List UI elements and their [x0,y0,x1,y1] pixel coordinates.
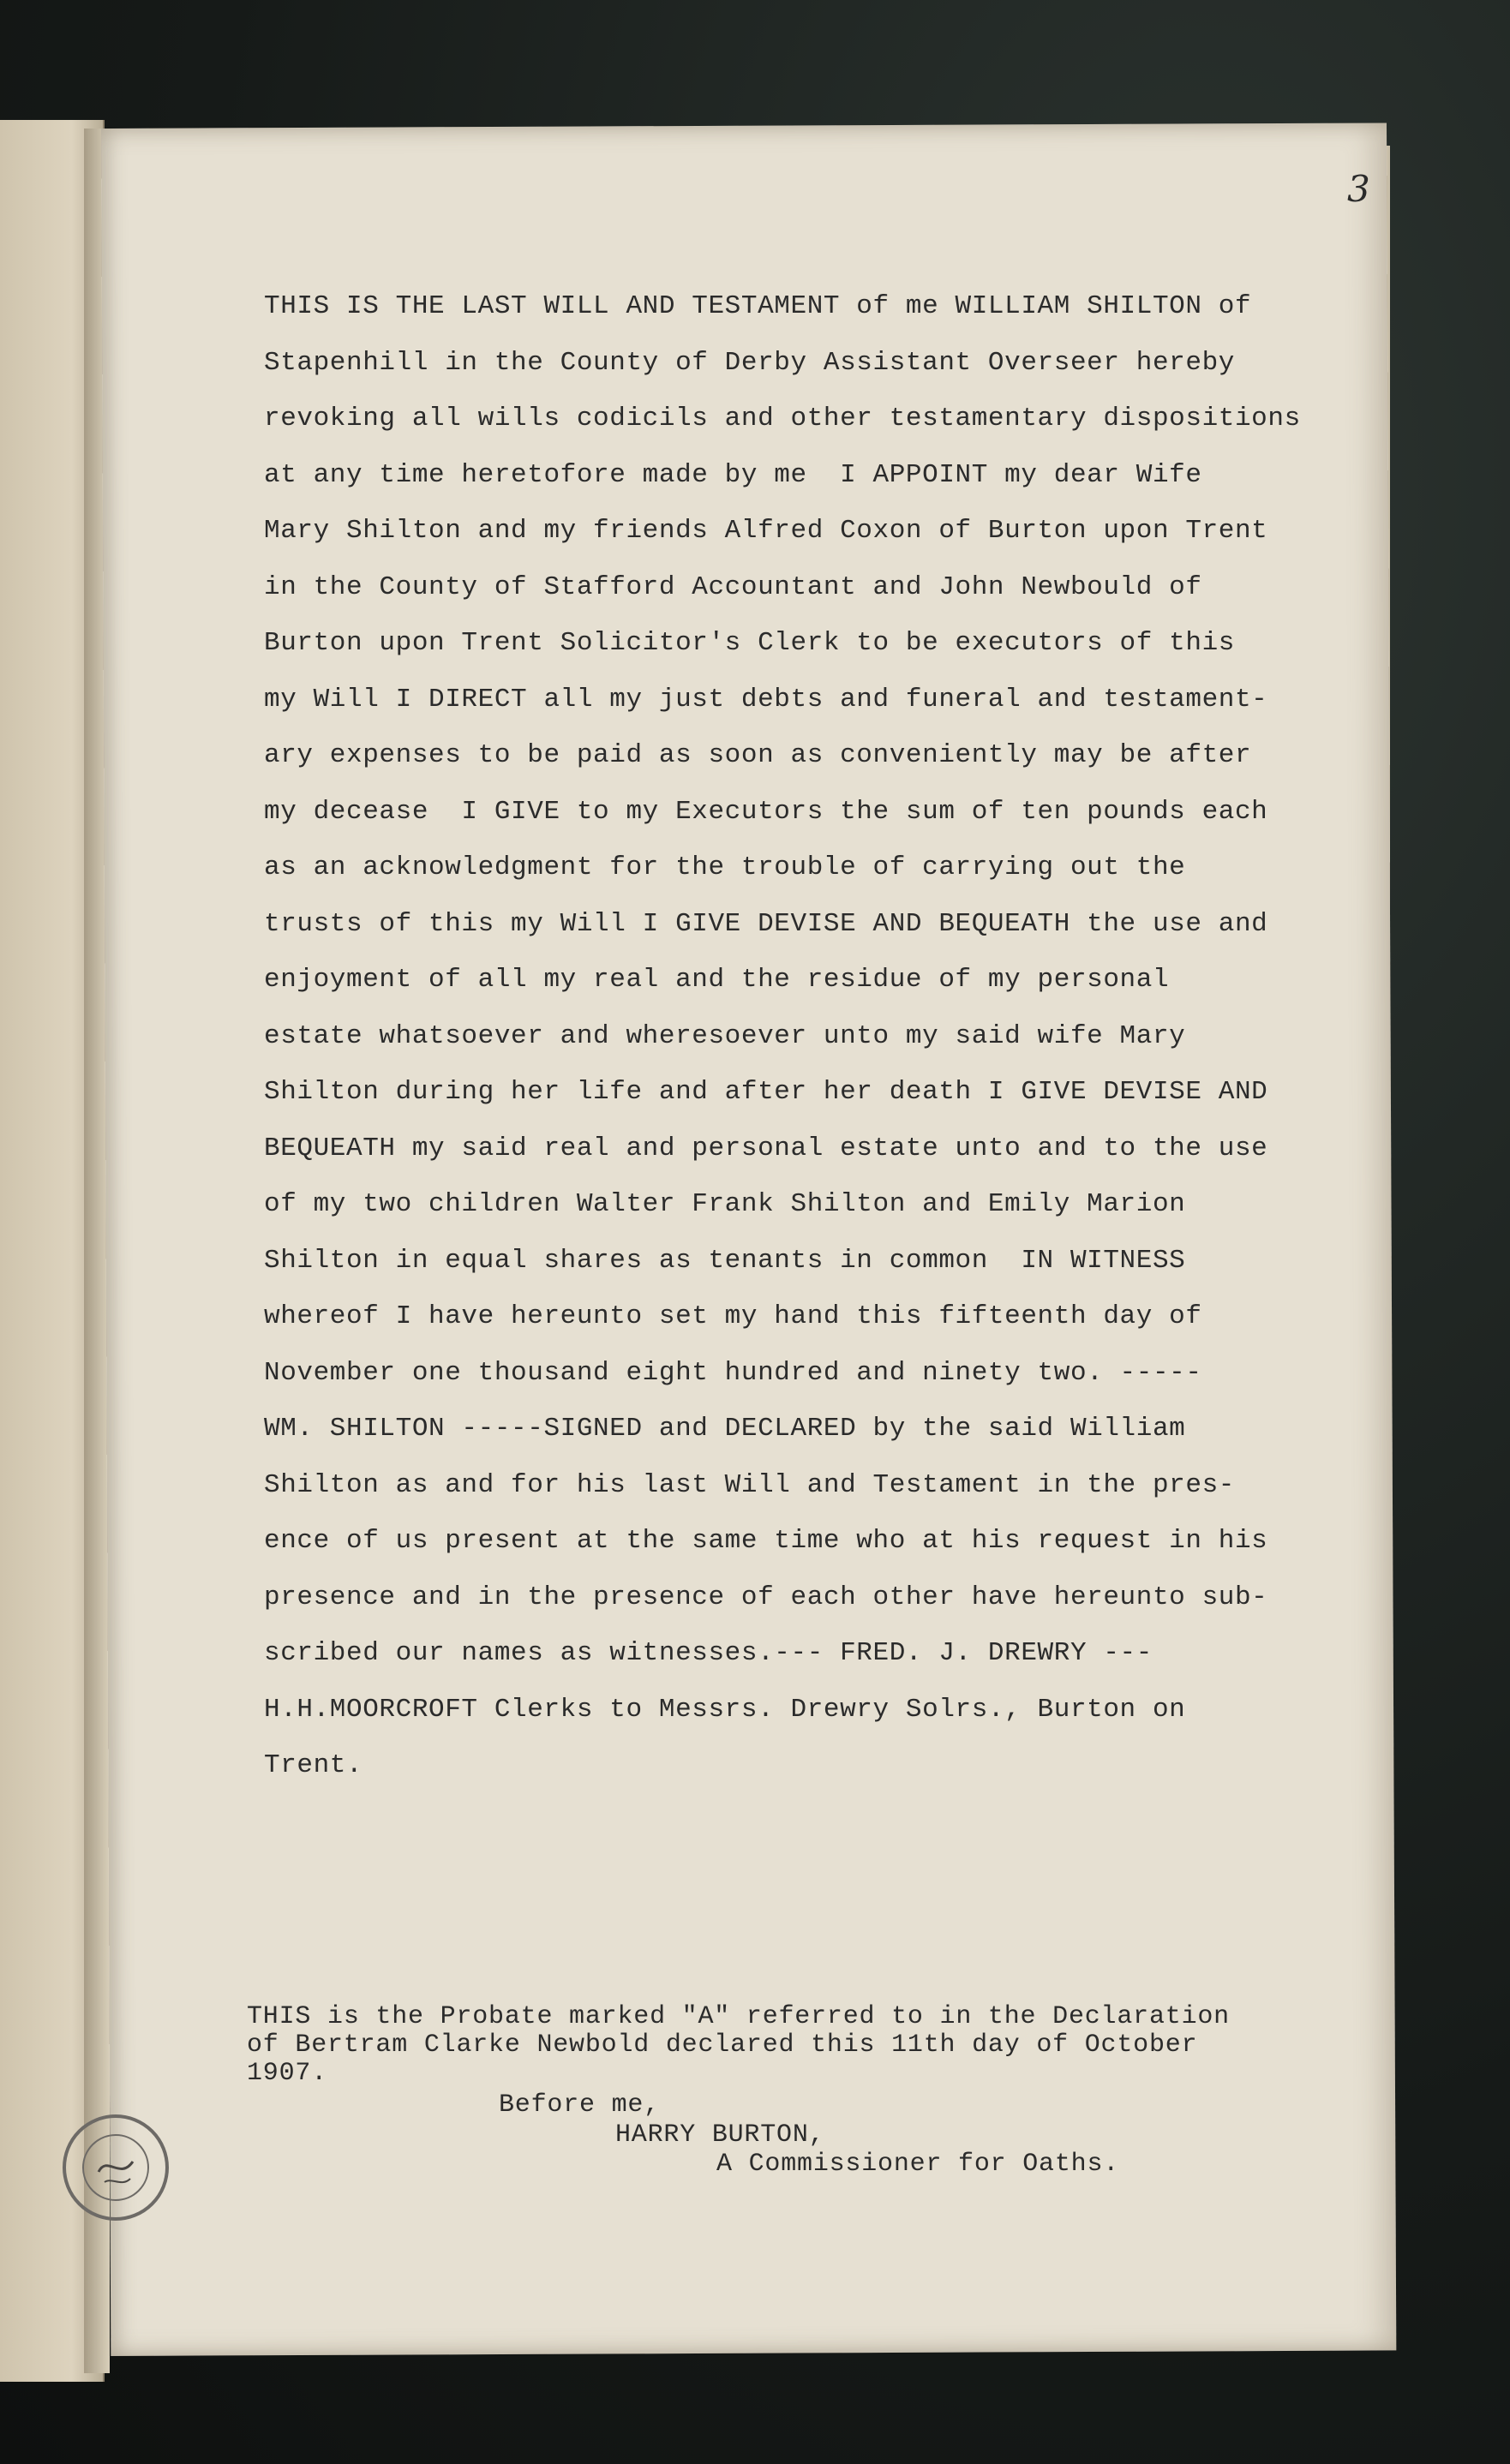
probate-note-line: of Bertram Clarke Newbold declared this 11th day of October [247,2030,1198,2060]
will-line: trusts of this my Will I GIVE DEVISE AND BEQUEATH the use and [264,908,1268,939]
will-line: WM. SHILTON -----SIGNED and DECLARED by the said William [264,1414,1186,1444]
will-line: in the County of Stafford Accountant and John Newbould of [264,571,1202,602]
will-line: whereof I have hereunto set my hand this fifteenth day of [264,1301,1202,1331]
before-me-text: Before me, [499,2090,661,2120]
will-line: revoking all wills codicils and other testamentary dispositions [264,404,1301,434]
will-line: as an acknowledgment for the trouble of carrying out the [264,852,1186,882]
will-line: THIS IS THE LAST WILL AND TESTAMENT of me WILLIAM SHILTON of [264,291,1252,321]
will-line: scribed our names as witnesses.--- FRED. J. DREWRY --- [264,1638,1153,1668]
will-line: BEQUEATH my said real and personal estate unto and to the use [264,1133,1268,1163]
probate-note-line: 1907. [247,2059,328,2088]
will-line: Shilton in equal shares as tenants in common IN WITNESS [264,1245,1186,1276]
commissioner-name: HARRY BURTON, [615,2120,825,2150]
will-line: ence of us present at the same time who at his request in his [264,1526,1268,1556]
will-line: my decease I GIVE to my Executors the sum of ten pounds each [264,796,1268,827]
will-line: Trent. [264,1750,363,1780]
commissioner-title: A Commissioner for Oaths. [716,2150,1120,2179]
page-number: 3 [1347,168,1370,210]
will-line: estate whatsoever and wheresoever unto my said wife Mary [264,1020,1186,1051]
will-line: of my two children Walter Frank Shilton and Emily Marion [264,1189,1186,1219]
will-line: presence and in the presence of each other have hereunto sub- [264,1582,1268,1612]
will-line: enjoyment of all my real and the residue of my personal [264,965,1170,995]
land-registry-stamp [60,2112,171,2223]
probate-note-line: THIS is the Probate marked "A" referred to in the Declaration [247,2002,1230,2031]
will-line: my Will I DIRECT all my just debts and funeral and testament- [264,684,1268,715]
will-line: Shilton as and for his last Will and Testament in the pres- [264,1469,1235,1500]
will-line: Burton upon Trent Solicitor's Clerk to be executors of this [264,628,1235,658]
will-line: Mary Shilton and my friends Alfred Coxon of Burton upon Trent [264,516,1268,546]
will-body [264,278,1344,1794]
will-line: Stapenhill in the County of Derby Assistant Overseer hereby [264,347,1235,378]
will-line: Shilton during her life and after her death I GIVE DEVISE AND [264,1077,1268,1107]
will-line: H.H.MOORCROFT Clerks to Messrs. Drewry Solrs., Burton on [264,1694,1186,1725]
will-line: ary expenses to be paid as soon as conveniently may be after [264,740,1252,770]
will-line: November one thousand eight hundred and ninety two. ----- [264,1357,1202,1388]
stamp-seal-graphic [60,2112,171,2223]
probate-note [247,2003,1361,2088]
will-line: at any time heretofore made by me I APPOINT my dear Wife [264,459,1202,490]
